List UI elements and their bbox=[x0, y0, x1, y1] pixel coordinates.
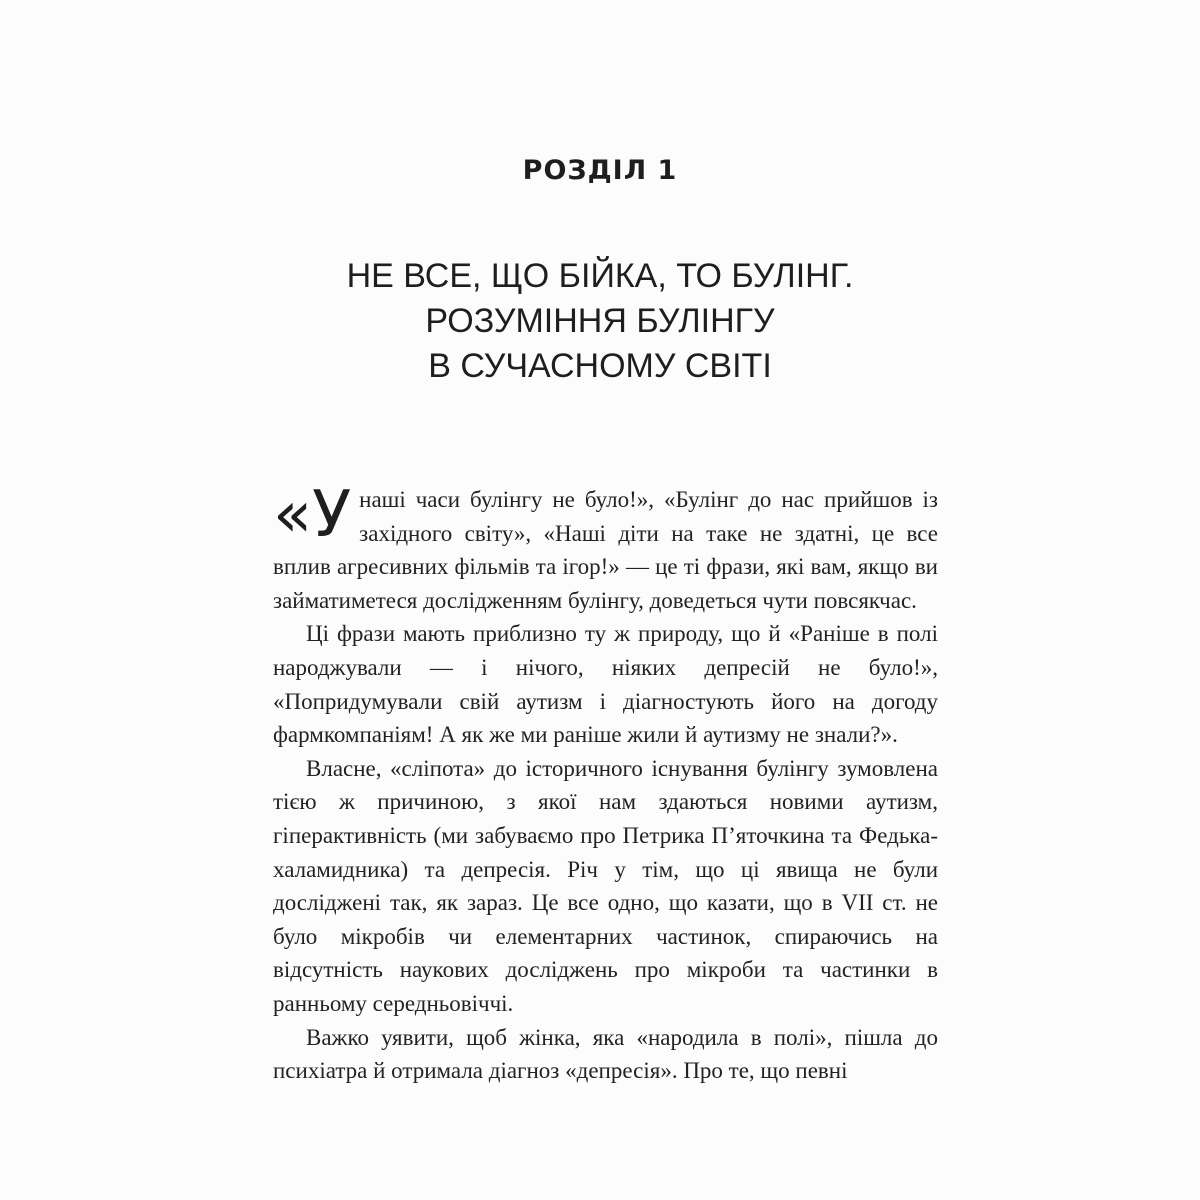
drop-cap: «У bbox=[273, 478, 352, 552]
paragraph-4: Важко уявити, щоб жінка, яка «народила в полі», пішла до психіатра й отримала діагноз «депресія». Про те, що певні bbox=[273, 1024, 938, 1084]
paragraph-3: Власне, «сліпота» до історичного існування булінгу зумовлена тією ж причиною, з якої нам здаються новими аутизм, гіперактивність (ми забуваємо про Петрика П’яточкина та Федька-халамидника) та депресія. Річ у тім, що ці явища не були досліджені так, як зараз. Це все одно, що казати, що в VII ст. не було мікробів чи елементарних частинок, спираючись на відсутність наукових досліджень про мікроби та частинки в ранньому середньовіччі. bbox=[273, 755, 938, 1016]
chapter-label: РОЗДІЛ 1 bbox=[522, 155, 678, 186]
paragraph-2: Ці фрази мають приблизно ту ж природу, що й «Раніше в полі народжували — і нічого, ніяких депресій не було!», «Попридумували свій аутизм і діагностують його на догоду фармкомпаніям! А як же ми раніше жили й аутизму не знали?». bbox=[273, 621, 938, 748]
chapter-title-line-3: В СУЧАСНОМУ СВІТІ bbox=[428, 347, 772, 385]
chapter-title bbox=[0, 254, 1200, 389]
body-text bbox=[273, 478, 938, 1088]
paragraph-1 bbox=[273, 478, 938, 617]
paragraph-1-text: наші часи булінгу не було!», «Булінг до нас прийшов із західного світу», «Наші діти на таке не здатні, це все вплив агресивних фільмів та ігор!» — це ті фрази, які вам, якщо ви займатиметеся дослідженням булінгу, доведеться чути повсякчас. bbox=[273, 487, 938, 613]
chapter-title-line-2: РОЗУМІННЯ БУЛІНГУ bbox=[425, 302, 775, 340]
chapter-title-line-1: НЕ ВСЕ, ЩО БІЙКА, ТО БУЛІНГ. bbox=[346, 257, 854, 295]
